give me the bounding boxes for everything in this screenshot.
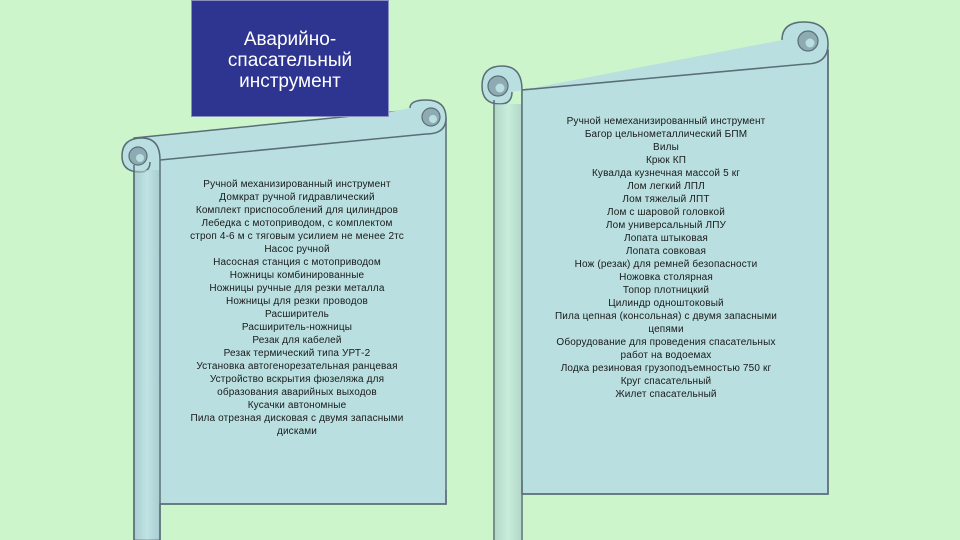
right-scroll-text [532,115,800,401]
left-line: Установка автогенорезательная ранцевая [196,361,398,372]
right-line: работ на водоемах [620,350,712,361]
left-line: дисками [276,426,318,437]
left-line: Ножницы ручные для резки металла [209,283,385,294]
title-line-3: инструмент [239,71,341,92]
right-line: Пила цепная (консольная) с двумя запасными [554,311,778,322]
left-line: Насос ручной [264,244,330,255]
left-line: Пила отрезная дисковая с двумя запасными [190,413,404,424]
right-line: Лом универсальный ЛПУ [605,220,727,231]
right-line: Лопата совковая [625,246,707,257]
right-line: Ручной немеханизированный инструмент [566,116,766,127]
right-line: Лом легкий ЛПЛ [627,181,705,192]
right-line: Лопата штыковая [624,233,708,244]
right-line: Оборудование для проведения спасательных [556,337,776,348]
right-line: Кувалда кузнечная массой 5 кг [591,168,741,179]
right-line: Лом с шаровой головкой [607,207,725,218]
left-line: Лебедка с мотоприводом, с комплектом [201,218,393,229]
left-line: Ножницы для резки проводов [226,296,368,307]
left-line: образования аварийных выходов [217,387,377,398]
right-line: Жилет спасательный [615,389,717,400]
left-line: Ножницы комбинированные [229,270,365,281]
left-line: Резак для кабелей [252,335,342,346]
left-line: Устройство вскрытия фюзеляжа для [209,374,385,385]
left-line: Домкрат ручной гидравлический [219,192,375,203]
left-line: Насосная станция с мотоприводом [213,257,381,268]
left-line: строп 4-6 м с тяговым усилием не менее 2тс [190,231,404,242]
right-line: Ножовка столярная [619,272,713,283]
left-scroll-text [166,178,428,438]
left-line: Кусачки автономные [247,400,347,411]
right-line: Круг спасательный [620,376,712,387]
right-line: цепями [648,324,684,335]
right-line: Нож (резак) для ремней безопасности [574,259,758,270]
right-line: Лодка резиновая грузоподъемностью 750 кг [560,363,772,374]
title-line-1: Аварийно- [243,29,337,50]
right-line: Топор плотницкий [622,285,710,296]
left-line: Резак термический типа УРТ-2 [223,348,371,359]
slide-title [228,25,352,92]
title-line-2: спасательный [227,50,353,71]
right-line: Вилы [653,142,679,153]
left-line: Расширитель [264,309,330,320]
left-line: Расширитель-ножницы [241,322,353,333]
right-line: Багор цельнометаллический БПМ [584,129,748,140]
title-box [191,0,389,117]
right-line: Цилиндр одноштоковый [608,298,724,309]
right-line: Крюк КП [645,155,687,166]
left-line: Ручной механизированный инструмент [203,179,391,190]
right-line: Лом тяжелый ЛПТ [622,194,710,205]
left-line: Комплект приспособлений для цилиндров [195,205,399,216]
